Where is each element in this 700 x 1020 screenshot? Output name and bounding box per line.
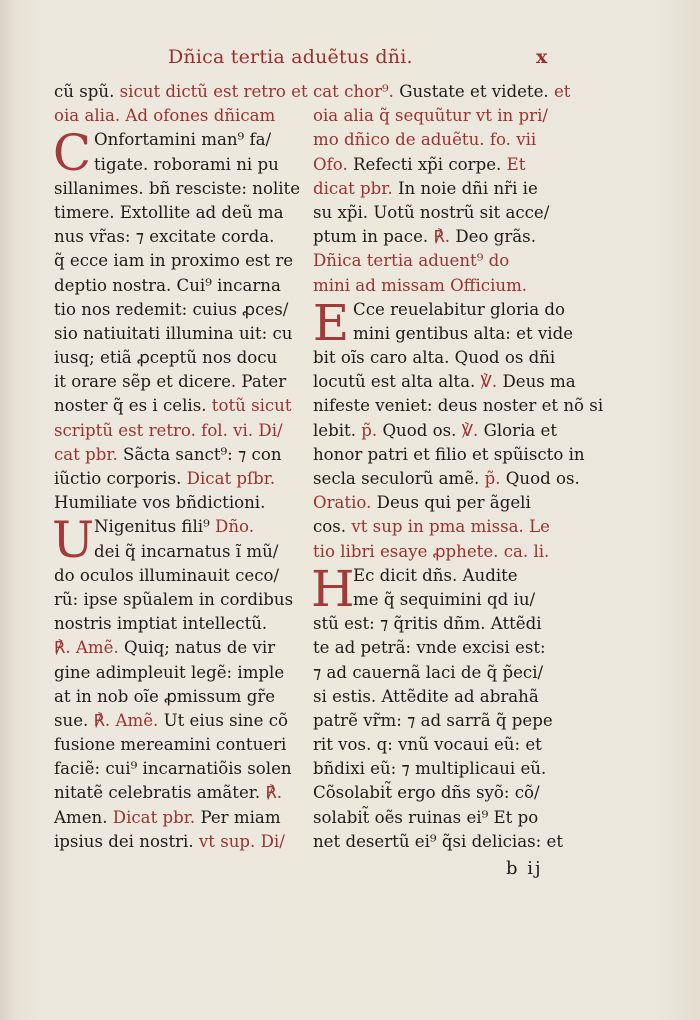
left-column [52, 80, 308, 854]
right-paragraph-1 [312, 293, 574, 352]
body-text: nitatẽ celebratis amãter. [54, 783, 266, 803]
body-text: ipsius dei nostri. [54, 831, 199, 851]
body-text: me q̃ sequimini qd iu/ [353, 589, 536, 609]
text-line [313, 515, 563, 539]
rubric-text: totũ sicut [211, 396, 292, 416]
text-line: Cce reuelabitur gloria do [353, 299, 565, 319]
body-text: Cõsolabit̃ ergo dñs syõ: cõ/ [313, 783, 540, 803]
text-line [313, 806, 563, 830]
text-line [54, 467, 304, 491]
text-line [313, 491, 563, 515]
text-line [313, 346, 563, 370]
rubric-text: ℣. [461, 420, 484, 440]
rubric-text: Dñica tertia aduent⁹ do [313, 251, 510, 271]
rubric-text: Dicat pſbr. [186, 469, 276, 488]
body-text: su xp̃i. Uotũ nostrũ sit acce/ [313, 202, 550, 222]
running-title: Dñica tertia aduẽtus dñi. [168, 46, 413, 68]
body-text: Per miam [200, 807, 281, 827]
body-text: sillanimes. bñ resciste: nolite [54, 178, 301, 198]
running-head [0, 46, 700, 72]
body-text: iũctio corporis. [54, 469, 187, 488]
rubric-text: p̃. [361, 420, 383, 440]
body-text: Sãcta sanct⁹: ⁊ con [123, 444, 282, 464]
body-text: Humiliate vos bñdictioni. [54, 493, 266, 513]
text-line [54, 588, 304, 612]
text-line [54, 443, 304, 467]
rubric-text: scriptũ est retro. fol. vi. Di/ [54, 420, 283, 440]
text-line [313, 443, 585, 467]
body-text: gine adimpleuit legẽ: imple [54, 662, 285, 682]
text-line [54, 419, 304, 443]
body-text: Quod os. [505, 469, 580, 488]
rubric-text: vt sup. Di/ [198, 831, 285, 851]
text-line [54, 806, 304, 830]
rubric-text: et [553, 82, 571, 101]
text-line [54, 709, 304, 733]
rubric-text: p̃. [484, 469, 506, 488]
initial-capital: H [311, 559, 355, 618]
body-text: Deus ma [502, 372, 576, 392]
body-text: tio nos redemit: cuius ꝓces/ [54, 299, 289, 319]
right-column [311, 80, 604, 854]
catchword: b ij [506, 858, 543, 879]
text-line [54, 370, 304, 394]
initial-capital: C [52, 124, 92, 183]
text-line [313, 636, 563, 660]
text-line [313, 128, 563, 152]
left-paragraph-1 [52, 124, 304, 183]
rubric-text: oia alia. Ad ofones dñicam [54, 106, 276, 126]
text-line [54, 612, 304, 636]
body-text: bit oĩs caro alta. Quod os dñi [313, 348, 556, 368]
rubric-text: Dño. [215, 517, 254, 537]
text-line [54, 733, 304, 757]
body-text: sio natiuitati illumina uit: cu [54, 323, 293, 343]
text-line [54, 394, 304, 418]
body-text: patrẽ vr̃m: ⁊ ad sarrã q̃ pepe [313, 710, 553, 730]
body-text: faciẽ: cui⁹ incarnatiõis solen [54, 759, 292, 779]
body-text: Quod os. [382, 420, 462, 440]
left-lines-c [54, 564, 304, 854]
text-line [54, 661, 304, 685]
text-line [54, 346, 304, 370]
body-text: nus vr̃as: ⁊ excitate corda. [54, 227, 275, 247]
rubric-text: ℟. Amẽ. [93, 710, 164, 730]
body-text: Amen. [54, 807, 113, 827]
body-text: bñdixi eũ: ⁊ multiplicaui eũ. [313, 759, 547, 779]
right-lines-b [313, 346, 604, 564]
text-line [313, 781, 563, 805]
text-line [313, 177, 563, 201]
rubric-text: Et [506, 154, 526, 174]
text-line [313, 709, 563, 733]
text-line [54, 177, 304, 201]
body-text: do oculos illuminauit ceco/ [54, 565, 280, 585]
text-line [313, 104, 563, 128]
rubric-text: tio libri esaye ꝓphete. ca. li. [313, 541, 550, 561]
body-text: sue. [54, 710, 94, 730]
body-text: rit vos. q: vnũ vocaui eũ: et [313, 735, 542, 755]
text-line [54, 225, 304, 249]
text-line [54, 757, 304, 781]
body-text: te ad petrã: vnde excisi est: [313, 638, 546, 658]
body-text: si estis. Attẽdite ad abrahã [313, 686, 539, 706]
text-line [313, 757, 563, 781]
rubric-text: vt sup in pma missa. Le [351, 517, 550, 537]
body-text: dei q̃ incarnatus ĩ mũ/ [94, 541, 279, 561]
text-line [313, 467, 580, 491]
text-line [313, 201, 563, 225]
text-line [313, 419, 563, 443]
rubric-text: ℣. [480, 372, 503, 392]
body-text: Deus qui per ãgeli [376, 493, 531, 513]
rubric-text: mo dñico de aduẽtu. fo. vii [313, 130, 537, 150]
text-line [313, 661, 563, 685]
rubric-text: cat chor⁹. [313, 82, 400, 101]
text-line [54, 274, 304, 298]
text-line [54, 322, 304, 346]
text-line [313, 370, 576, 394]
text-line [313, 685, 563, 709]
text-line [313, 153, 563, 177]
text-line [54, 201, 304, 225]
text-line [313, 249, 563, 273]
rubric-text: ℟. [433, 227, 456, 247]
body-text: rũ: ipse spũalem in cordibus [54, 589, 294, 609]
left-lines-b [54, 177, 304, 516]
rubric-text: dicat pbr. [313, 178, 398, 198]
body-text: honor patri et filio et spũiscto in [313, 444, 585, 464]
body-text: lebit. [313, 420, 362, 440]
body-text: nostris imptiat intellectũ. [54, 614, 268, 634]
body-text: Ec dicit dñs. Audite [353, 565, 518, 585]
text-line [313, 394, 604, 418]
body-text: Deo grãs. [455, 227, 536, 247]
text-line [313, 80, 571, 104]
body-text: Quiq; natus de vir [124, 638, 276, 658]
text-line [54, 636, 304, 660]
left-paragraph-2 [52, 511, 304, 570]
rubric-text: cat pbr. [54, 444, 124, 464]
rubric-text: sicut dictũ est retro et [119, 82, 308, 101]
body-text: q̃ ecce iam in proximo est re [54, 251, 294, 271]
body-text: cũ spũ. [54, 82, 120, 101]
initial-capital: U [52, 511, 95, 570]
text-line [54, 830, 304, 854]
body-text: ptum in pace. [313, 227, 434, 247]
body-text: noster q̃ es i celis. [54, 396, 212, 416]
text-line [313, 830, 563, 854]
rubric-text: Ofo. [313, 154, 353, 174]
right-lines-c [313, 612, 563, 854]
body-text: ⁊ ad cauernã laci de q̃ p̃eci/ [313, 662, 544, 682]
body-text: nifeste veniet: deus noster et nõ si [313, 396, 604, 416]
rubric-text: ℟. Amẽ. [54, 638, 124, 658]
right-lines-a [313, 80, 571, 298]
rubric-text: Oratio. [313, 493, 377, 513]
body-text: deptio nostra. Cui⁹ incarna [54, 275, 281, 295]
body-text: Refecti xp̃i corpe. [353, 154, 507, 174]
body-text: Ut eius sine cõ [163, 710, 288, 730]
body-text: secla seculorũ amẽ. [313, 469, 485, 488]
rubric-text: oia alia q̃ sequũtur vt in pri/ [313, 106, 548, 126]
text-line: mini gentibus alta: et vide [353, 323, 574, 343]
body-text: fusione mereamini contueri [54, 735, 287, 755]
body-text: Gloria et [483, 420, 558, 440]
text-line: Onfortamini man⁹ fa/ [94, 130, 272, 150]
body-text: locutũ est alta alta. [313, 372, 481, 392]
rubric-text: mini ad missam Officium. [313, 275, 528, 295]
rubric-text: Dicat pbr. [112, 807, 201, 827]
body-text: iusq; etiã ꝓceptũ nos docu [54, 348, 278, 368]
text-line [54, 781, 304, 805]
text-line [54, 685, 304, 709]
text-line [313, 274, 563, 298]
folio-number: x [536, 46, 548, 68]
left-lines-a [54, 80, 308, 128]
initial-capital: E [312, 293, 350, 352]
body-text: In noie dñi nr̃i ie [397, 178, 538, 198]
body-text: timere. Extollite ad deũ ma [54, 202, 284, 222]
text-line [54, 298, 304, 322]
body-text: stũ est: ⁊ q̃ritis dñm. Attẽdi [313, 614, 542, 634]
text-line [313, 733, 563, 757]
body-text: solabit̃ oẽs ruinas ei⁹ Et po [313, 807, 539, 827]
body-text: net desertũ ei⁹ q̃si delicias: et [313, 831, 563, 851]
text-line [54, 80, 308, 104]
text-line [54, 104, 304, 128]
right-paragraph-2 [311, 559, 563, 618]
body-text: Gustate et videte. [399, 82, 554, 101]
text-line [313, 225, 563, 249]
text-line: tigate. roborami ni pu [94, 154, 279, 174]
text-line [54, 249, 304, 273]
body-text: cos. [313, 517, 352, 537]
body-text: Nigenitus fili⁹ [94, 517, 216, 537]
body-text: at in nob oĩe ꝓmissum gr̃e [54, 686, 276, 706]
rubric-text: ℟. [265, 783, 283, 803]
body-text: it orare sẽp et dicere. Pater [54, 372, 287, 392]
